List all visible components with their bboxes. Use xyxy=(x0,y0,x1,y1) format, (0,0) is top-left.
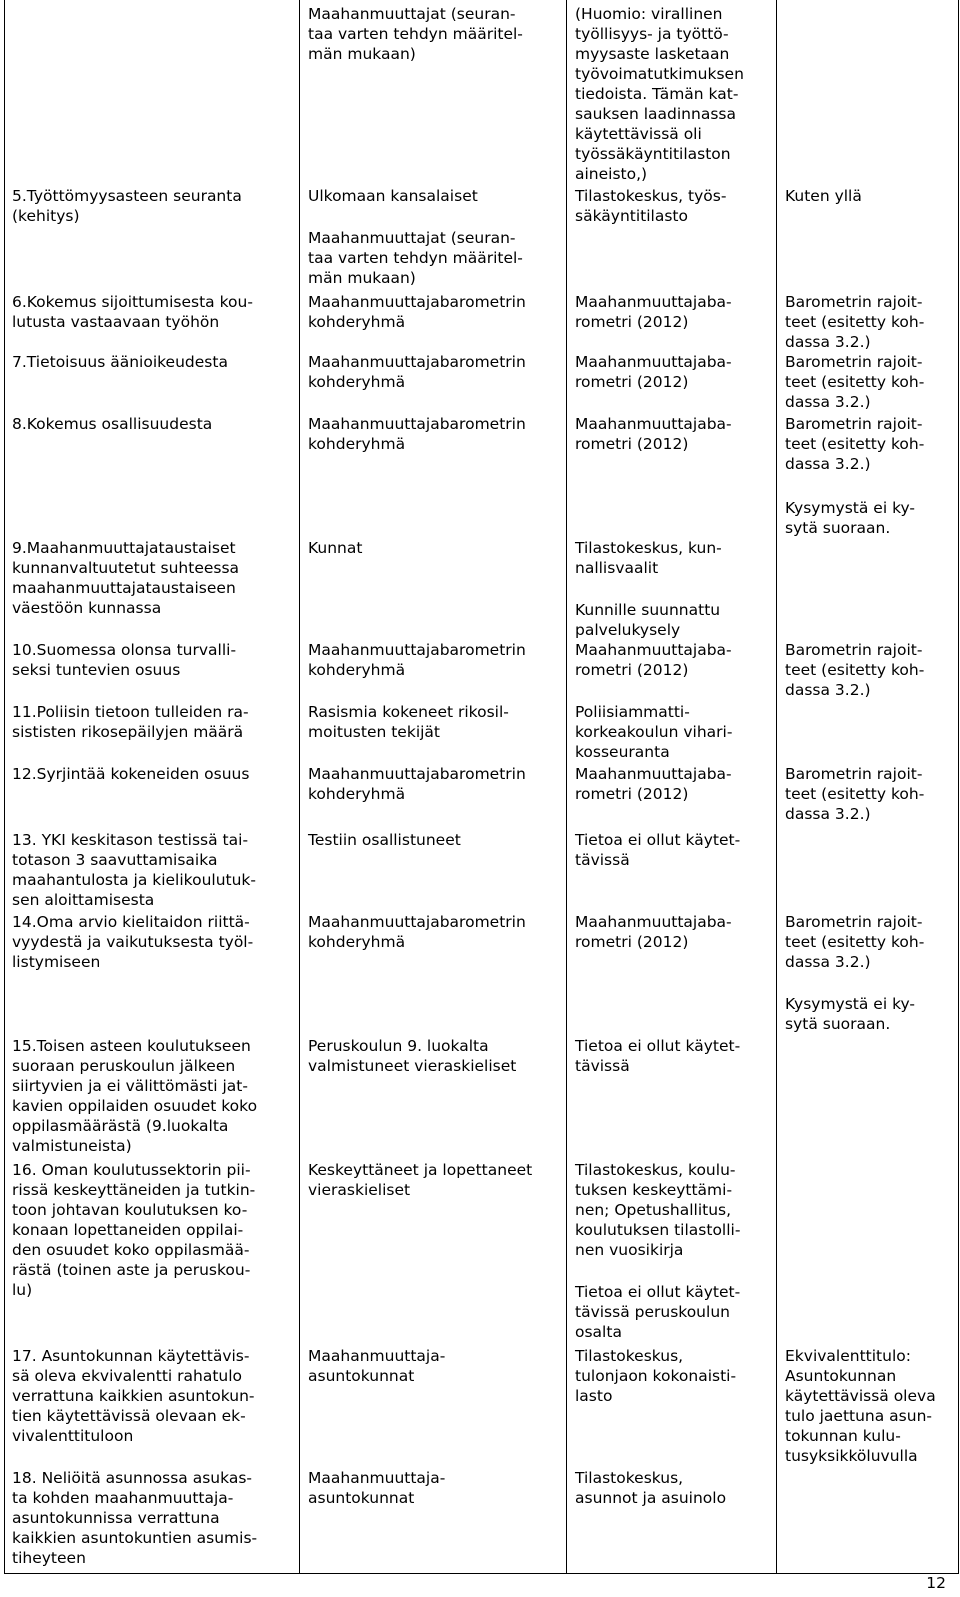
column-divider xyxy=(958,0,959,1574)
target-group-cell: Maahanmuuttajabarometrin kohderyhmä xyxy=(308,293,526,331)
source-cell: Tilastokeskus, tulonjaon kokonaisti- lasto xyxy=(575,1347,737,1405)
source-cell: Tilastokeskus, kun- nallisvaalit xyxy=(575,539,722,577)
indicator-cell: 13. YKI keskitason testissä tai- totason 3 saavuttamisaika maahantulosta ja kielikoulutuk- sen aloittamisesta xyxy=(12,831,257,909)
target-group-cell: Testiin osallistuneet xyxy=(308,831,461,849)
indicator-cell: 7.Tietoisuus äänioikeudesta xyxy=(12,353,228,371)
notes-cell: Barometrin rajoit- teet (esitetty koh- dassa 3.2.) xyxy=(785,765,925,823)
target-group-cell: Maahanmuuttajabarometrin kohderyhmä xyxy=(308,415,526,453)
source-cell: Maahanmuuttajaba- rometri (2012) xyxy=(575,913,732,951)
source-cell: Tietoa ei ollut käytet- tävissä peruskoulun osalta xyxy=(575,1283,741,1341)
notes-cell: Barometrin rajoit- teet (esitetty koh- dassa 3.2.) xyxy=(785,913,925,971)
source-cell: Tietoa ei ollut käytet- tävissä xyxy=(575,831,741,869)
indicator-cell: 11.Poliisin tietoon tulleiden ra- sististen rikosepäilyjen määrä xyxy=(12,703,249,741)
source-cell: Maahanmuuttajaba- rometri (2012) xyxy=(575,765,732,803)
source-cell: Tietoa ei ollut käytet- tävissä xyxy=(575,1037,741,1075)
target-group-cell: Rasismia kokeneet rikosil- moitusten tekijät xyxy=(308,703,509,741)
page-number: 12 xyxy=(926,1574,946,1592)
indicator-cell: 18. Neliöitä asunnossa asukas- ta kohden maahanmuuttaja- asuntokunnissa verrattuna kaikkien asuntokuntien asumis- tiheyteen xyxy=(12,1469,258,1567)
indicator-cell: 5.Työttömyysasteen seuranta (kehitys) xyxy=(12,187,242,225)
notes-cell: Kysymystä ei ky- sytä suoraan. xyxy=(785,499,915,537)
indicator-cell: 15.Toisen asteen koulutukseen suoraan peruskoulun jälkeen siirtyvien ja ei välittömästi jat- kavien oppilaiden osuudet koko oppilasmäärästä (9.luokalta valmistuneista) xyxy=(12,1037,258,1155)
indicator-cell: 17. Asuntokunnan käytettävis- sä oleva ekvivalentti rahatulo verrattuna kaikkien asuntokun- tien käytettävissä olevaan ek- vivalenttituloon xyxy=(12,1347,255,1445)
target-group-cell: Maahanmuuttaja- asuntokunnat xyxy=(308,1469,446,1507)
column-divider xyxy=(566,0,567,1574)
column-divider xyxy=(299,0,300,1574)
indicator-cell: 8.Kokemus osallisuudesta xyxy=(12,415,213,433)
indicator-cell: 10.Suomessa olonsa turvalli- seksi tuntevien osuus xyxy=(12,641,237,679)
notes-cell: Barometrin rajoit- teet (esitetty koh- dassa 3.2.) xyxy=(785,353,925,411)
target-group-cell: Maahanmuuttajat (seuran- taa varten tehdyn määritel- män mukaan) xyxy=(308,229,523,287)
target-group-cell: Maahanmuuttajat (seuran- taa varten tehdyn määritel- män mukaan) xyxy=(308,5,523,63)
source-cell: Tilastokeskus, koulu- tuksen keskeyttämi- nen; Opetushallitus, koulutuksen tilastolli- nen vuosikirja xyxy=(575,1161,741,1259)
target-group-cell: Ulkomaan kansalaiset xyxy=(308,187,478,205)
indicator-cell: 16. Oman koulutussektorin pii- rissä keskeyttäneiden ja tutkin- toon johtavan koulutuksen ko- konaan lopettaneiden oppilai- den osuudet koko oppilasmää- rästä (toinen aste ja peruskou- lu) xyxy=(12,1161,256,1299)
source-cell: Maahanmuuttajaba- rometri (2012) xyxy=(575,293,732,331)
notes-cell: Ekvivalenttitulo: Asuntokunnan käytettävissä oleva tulo jaettuna asun- tokunnan kulu- tusyksikköluvulla xyxy=(785,1347,936,1465)
target-group-cell: Peruskoulun 9. luokalta valmistuneet vieraskieliset xyxy=(308,1037,517,1075)
source-cell: Maahanmuuttajaba- rometri (2012) xyxy=(575,353,732,391)
indicator-cell: 9.Maahanmuuttajataustaiset kunnanvaltuutetut suhteessa maahanmuuttajataustaiseen väestöön kunnassa xyxy=(12,539,240,617)
notes-cell: Barometrin rajoit- teet (esitetty koh- dassa 3.2.) xyxy=(785,641,925,699)
indicator-cell: 12.Syrjintää kokeneiden osuus xyxy=(12,765,250,783)
target-group-cell: Maahanmuuttajabarometrin kohderyhmä xyxy=(308,765,526,803)
target-group-cell: Maahanmuuttajabarometrin kohderyhmä xyxy=(308,913,526,951)
source-cell: Kunnille suunnattu palvelukysely xyxy=(575,601,721,639)
indicator-cell: 14.Oma arvio kielitaidon riittä- vyydestä ja vaikutuksesta työl- listymiseen xyxy=(12,913,254,971)
source-cell: Maahanmuuttajaba- rometri (2012) xyxy=(575,641,732,679)
source-cell: Tilastokeskus, työs- säkäyntitilasto xyxy=(575,187,727,225)
target-group-cell: Maahanmuuttaja- asuntokunnat xyxy=(308,1347,446,1385)
notes-cell: Barometrin rajoit- teet (esitetty koh- dassa 3.2.) xyxy=(785,293,925,351)
indicator-cell: 6.Kokemus sijoittumisesta kou- lutusta vastaavaan työhön xyxy=(12,293,253,331)
source-cell: Maahanmuuttajaba- rometri (2012) xyxy=(575,415,732,453)
target-group-cell: Maahanmuuttajabarometrin kohderyhmä xyxy=(308,353,526,391)
target-group-cell: Keskeyttäneet ja lopettaneet vieraskieliset xyxy=(308,1161,533,1199)
column-divider xyxy=(4,0,5,1574)
notes-cell: Barometrin rajoit- teet (esitetty koh- dassa 3.2.) xyxy=(785,415,925,473)
column-divider xyxy=(776,0,777,1574)
notes-cell: Kuten yllä xyxy=(785,187,862,205)
source-cell: Tilastokeskus, asunnot ja asuinolo xyxy=(575,1469,727,1507)
source-cell: (Huomio: virallinen työllisyys- ja työttö- myysaste lasketaan työvoimatutkimuksen tiedoista. Tämän kat- sauksen laadinnassa käytettävissä oli työssäkäyntitilaston aineisto,) xyxy=(575,5,744,183)
table-bottom-border xyxy=(4,1573,959,1574)
source-cell: Poliisiammatti- korkeakoulun vihari- kosseuranta xyxy=(575,703,733,761)
target-group-cell: Maahanmuuttajabarometrin kohderyhmä xyxy=(308,641,526,679)
notes-cell: Kysymystä ei ky- sytä suoraan. xyxy=(785,995,915,1033)
target-group-cell: Kunnat xyxy=(308,539,363,557)
